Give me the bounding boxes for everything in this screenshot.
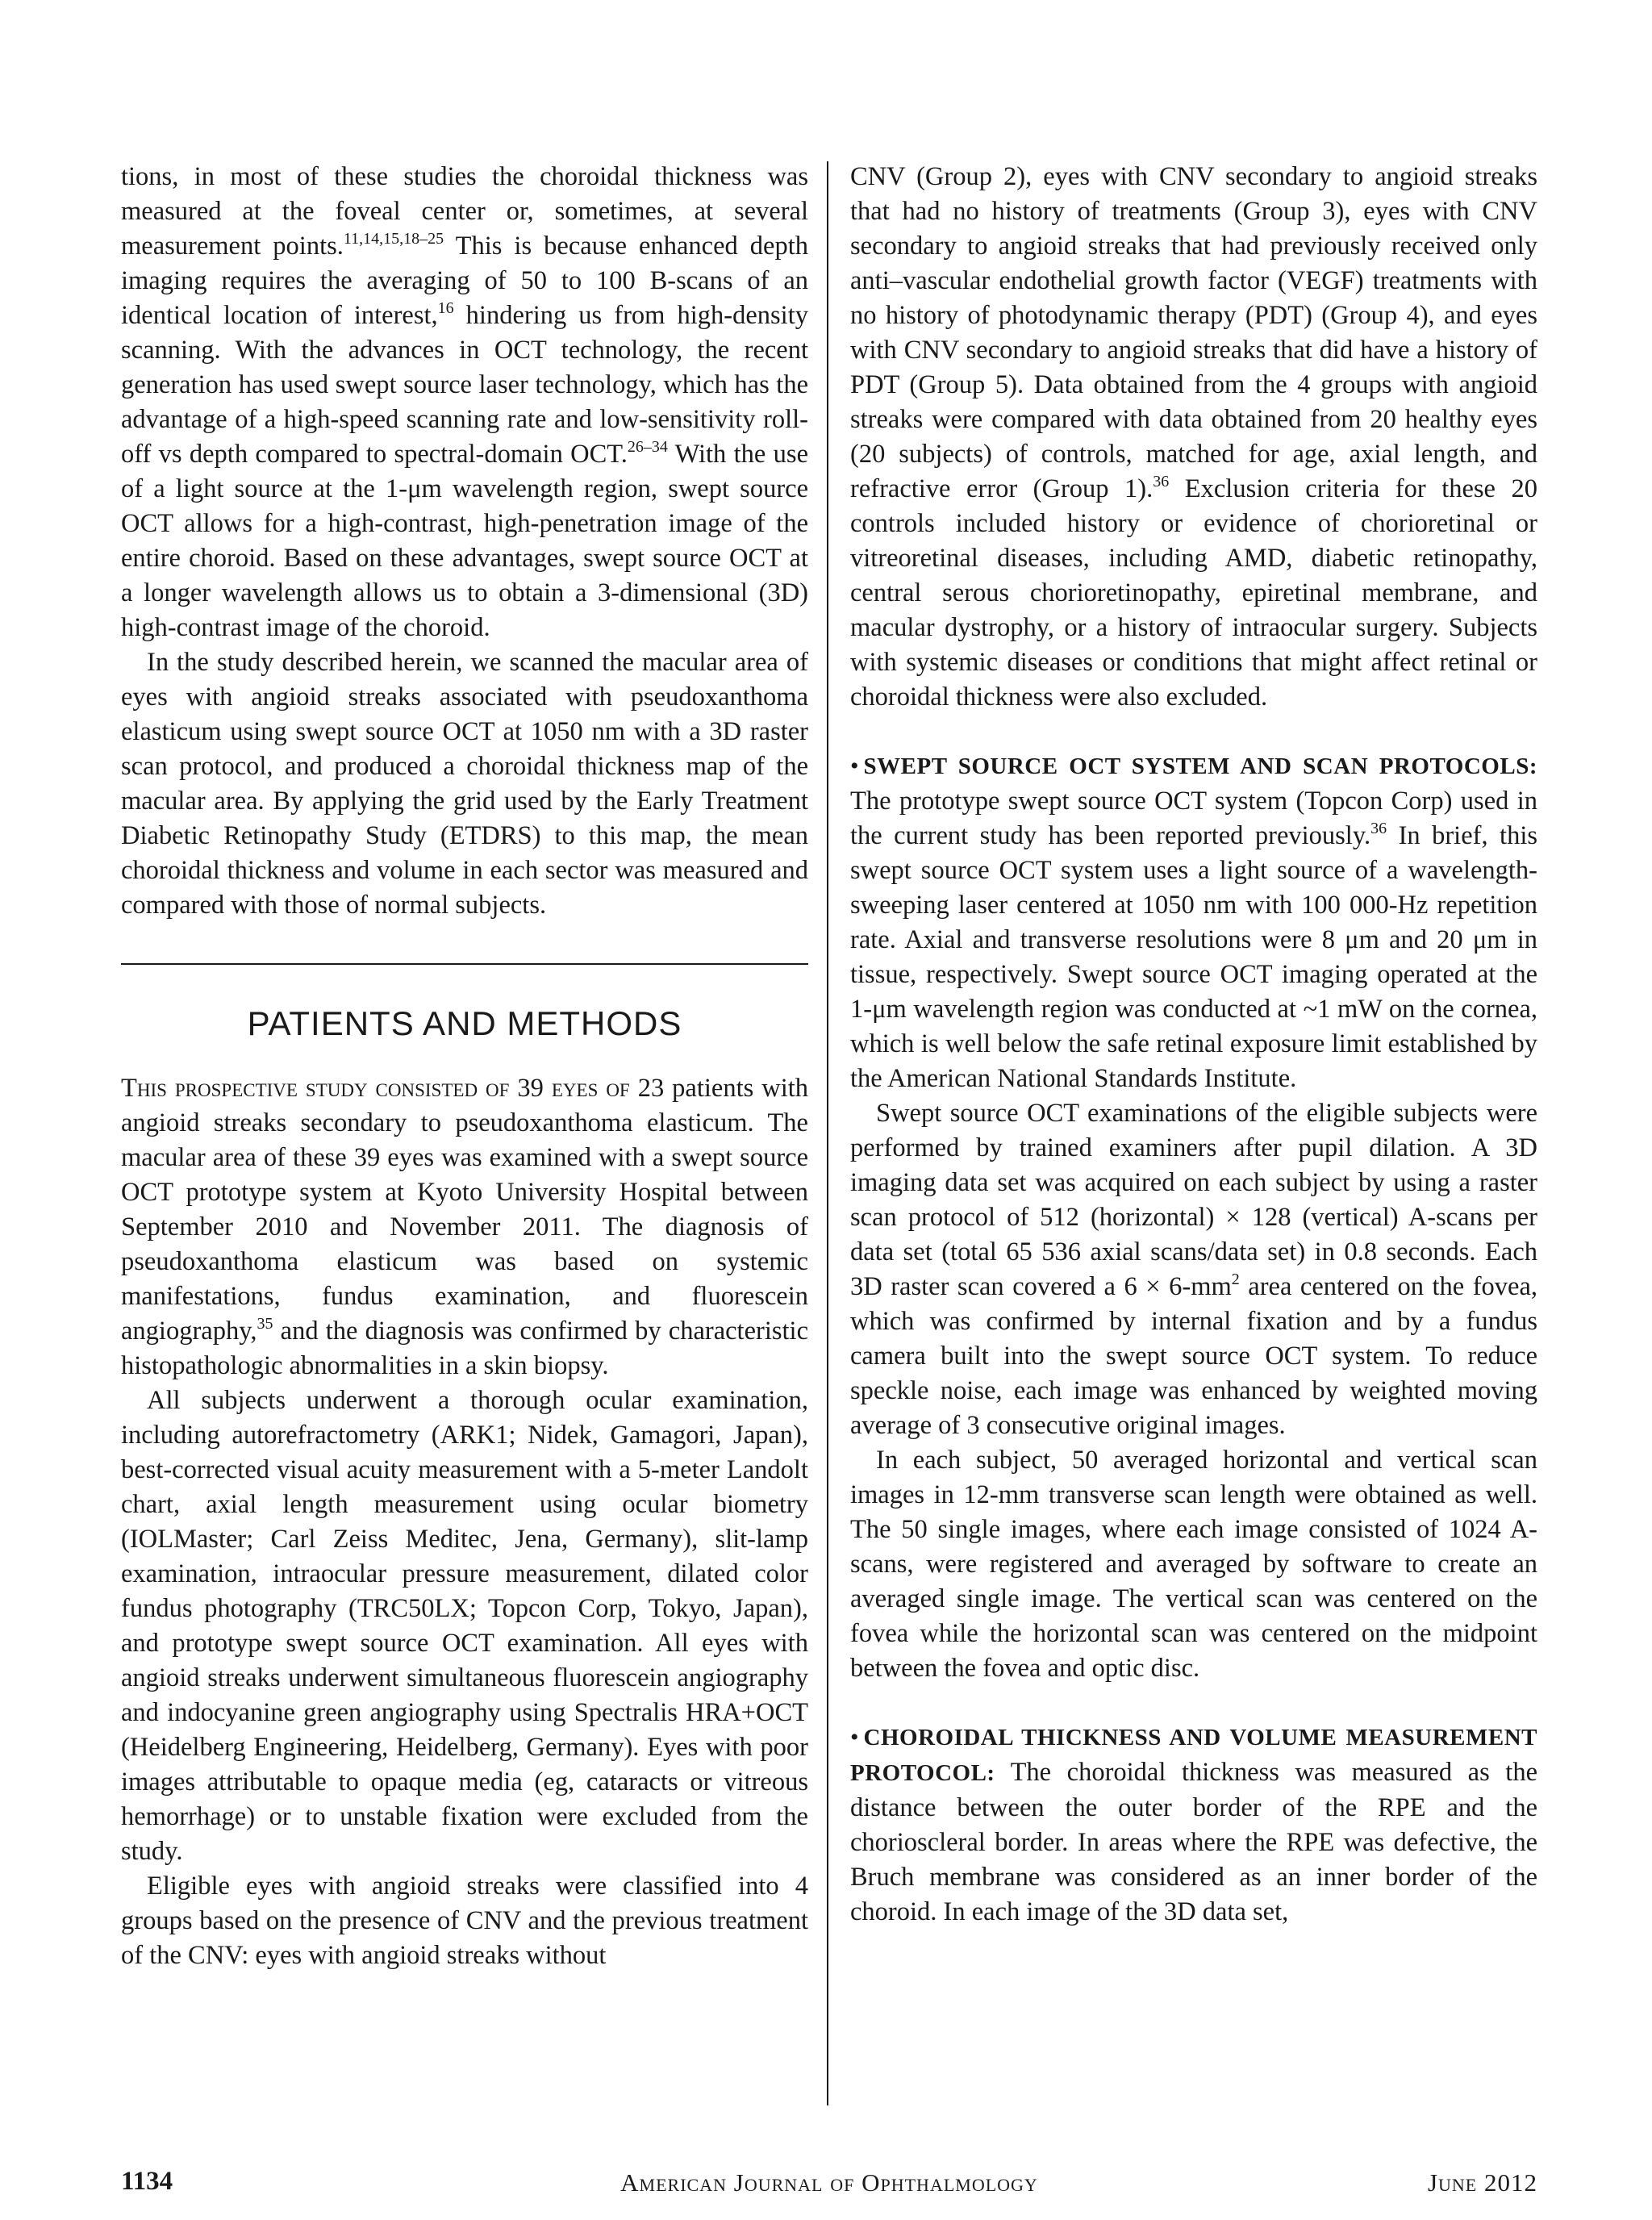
citation-ref: 11,14,15,18–25 xyxy=(343,230,444,248)
text-run: CNV (Group 2), eyes with CNV secondary to angioid streaks that had no history of treatments (Group 3), eyes with CNV secondary to angioid streaks that had previously received only anti–vascular endothelial growth factor (VEGF) treatments with no history of photodynamic therapy (PDT) (Group 4), and eyes with CNV secondary to angioid streaks that did have a history of PDT (Group 5). Data obtained from the 4 groups with angioid streaks were compared with data obtained from 20 healthy eyes (20 subjects) of controls, matched for age, axial length, and refractive error (Group 1). xyxy=(850,162,1537,503)
citation-ref: 16 xyxy=(437,299,454,317)
text-run: The choroidal thickness was measured as the distance between the outer border of the RPE and the chorioscleral border. In areas where the RPE was defective, the Bruch membrane was considered as an inner border of the choroid. In each image of the 3D data set, xyxy=(850,1758,1537,1926)
text-run: and the diagnosis was confirmed by characteristic histopathologic abnormalities in a skin biopsy. xyxy=(121,1317,808,1380)
text-run: The prototype swept source OCT system (Topcon Corp) used in the current study has been reported previously. xyxy=(850,787,1537,850)
text-run: Swept source OCT examinations of the eligible subjects were performed by trained examiners after pupil dilation. A 3D imaging data set was acquired on each subject by using a raster scan protocol of 512 (horizontal) × 128 (vertical) A-scans per data set (total 65 536 axial scans/data set) in 0.8 seconds. Each 3D raster scan covered a 6 × 6-mm xyxy=(850,1099,1537,1301)
text-run: Exclusion criteria for these 20 controls included history or evidence of chorioretinal or vitreoretinal diseases, including AMD, diabetic retinopathy, central serous chorioretinopathy, epiretinal membrane, and macular dystrophy, or a history of intraocular surgery. Subjects with systemic diseases or conditions that might affect retinal or choroidal thickness were also excluded. xyxy=(850,474,1538,711)
citation-ref: 36 xyxy=(1153,473,1170,490)
left-paragraph-4: All subjects underwent a thorough ocular examination, including autorefractometry (ARK1; Nidek, Gamagori, Japan), best-corrected visual acuity measurement with a 5-meter Landolt chart, axial length measurement using ocular biometry (IOLMaster; Carl Zeiss Meditec, Jena, Germany), slit-lamp examination, intraocular pressure measurement, dilated color fundus photography (TRC50LX; Topcon Corp, Tokyo, Japan), and prototype swept source OCT examination. All eyes with angioid streaks underwent simultaneous fluorescein angiography and indocyanine green angiography using Spectralis HRA+OCT (Heidelberg Engineering, Heidelberg, Germany). Eyes with poor images attributable to opaque media (eg, cataracts or vitreous hemorrhage) or to unstable fixation were excluded from the study. xyxy=(121,1386,808,1866)
text-run: In brief, this swept source OCT system uses a light source of a wavelength-sweeping laser centered at 1050 nm with 100 000-Hz repetition rate. Axial and transverse resolutions were 8 μm and 20 μm in tissue, respectively. Swept source OCT imaging operated at the 1-μm wavelength region was conducted at ~1 mW on the cornea, which is well below the safe retinal exposure limit established by the American National Standards Institute. xyxy=(850,821,1537,1093)
subsection-heading: SWEPT SOURCE OCT SYSTEM AND SCAN PROTOCOLS: xyxy=(863,753,1537,779)
bullet-icon: • xyxy=(850,753,859,779)
text-run: This is because enhanced depth imaging requires the averaging of 50 to 100 B-scans of an identical location of interest, xyxy=(121,232,808,330)
issue-date: June 2012 xyxy=(1427,2168,1537,2197)
subsection-heading: CHOROIDAL THICKNESS AND VOLUME MEASUREMENT PROTOCOL: xyxy=(850,1725,1537,1786)
left-paragraph-3 xyxy=(121,1071,808,1383)
lead-in: This prospective study consisted of 39 eyes of 23 xyxy=(121,1074,665,1103)
left-paragraph-2: In the study described herein, we scanned the macular area of eyes with angioid streaks associated with pseudoxanthoma elasticum using swept source OCT at 1050 nm with a 3D raster scan protocol, and produced a choroidal thickness map of the macular area. By applying the grid used by the Early Treatment Diabetic Retinopathy Study (ETDRS) to this map, the mean choroidal thickness and volume in each sector was measured and compared with those of normal subjects. xyxy=(121,648,808,920)
superscript: 2 xyxy=(1231,1271,1240,1288)
citation-ref: 35 xyxy=(257,1315,273,1333)
journal-name: American Journal of Ophthalmology xyxy=(620,2168,1038,2197)
right-paragraph-1 xyxy=(850,160,1537,715)
citation-ref: 36 xyxy=(1370,820,1387,837)
subsection-choroidal-thickness xyxy=(850,1720,1537,1930)
column-rule xyxy=(827,161,828,2105)
text-run: patients with angioid streaks secondary to pseudoxanthoma elasticum. The macular area of these 39 eyes was examined with a swept source OCT prototype system at Kyoto University Hospital between September 2010 and November 2011. The diagnosis of pseudoxanthoma elasticum was based on systemic manifestations, fundus examination, and fluorescein angiography, xyxy=(121,1074,808,1346)
right-paragraph-2 xyxy=(850,1096,1537,1443)
page-footer xyxy=(121,2167,1537,2207)
text-run: hindering us from high-density scanning. With the advances in OCT technology, the recent generation has used swept source laser technology, which has the advantage of a high-speed scanning rate and low-sensitivity roll-off vs depth compared to spectral-domain OCT. xyxy=(121,301,808,469)
text-run: tions, in most of these studies the choroidal thickness was measured at the foveal center or, sometimes, at several measurement points. xyxy=(121,162,808,261)
page-number: 1134 xyxy=(121,2167,173,2196)
section-heading: PATIENTS AND METHODS xyxy=(247,1004,682,1042)
subsection-swept-source xyxy=(850,749,1537,1096)
left-paragraph-1 xyxy=(121,160,808,645)
citation-ref: 26–34 xyxy=(627,438,668,456)
text-run: With the use of a light source at the 1-μm wavelength region, swept source OCT allows for a high-contrast, high-penetration image of the entire choroid. Based on these advantages, swept source OCT at a longer wavelength allows us to obtain a 3-dimensional (3D) high-contrast image of the choroid. xyxy=(121,440,808,642)
left-paragraph-5: Eligible eyes with angioid streaks were classified into 4 groups based on the presence of CNV and the previous treatment of the CNV: eyes with angioid streaks without xyxy=(121,1872,808,1970)
bullet-icon: • xyxy=(850,1724,859,1751)
text-run: area centered on the fovea, which was confirmed by internal fixation and by a fundus camera built into the swept source OCT system. To reduce speckle noise, each image was enhanced by weighted moving average of 3 consecutive original images. xyxy=(850,1272,1538,1440)
right-paragraph-3: In each subject, 50 averaged horizontal and vertical scan images in 12-mm transverse scan length were obtained as well. The 50 single images, where each image consisted of 1024 A-scans, were registered and averaged by software to create an averaged single image. The vertical scan was centered on the fovea while the horizontal scan was centered on the midpoint between the fovea and optic disc. xyxy=(850,1446,1537,1683)
left-column xyxy=(121,160,808,1973)
right-column xyxy=(850,160,1537,1930)
section-divider xyxy=(121,963,808,965)
